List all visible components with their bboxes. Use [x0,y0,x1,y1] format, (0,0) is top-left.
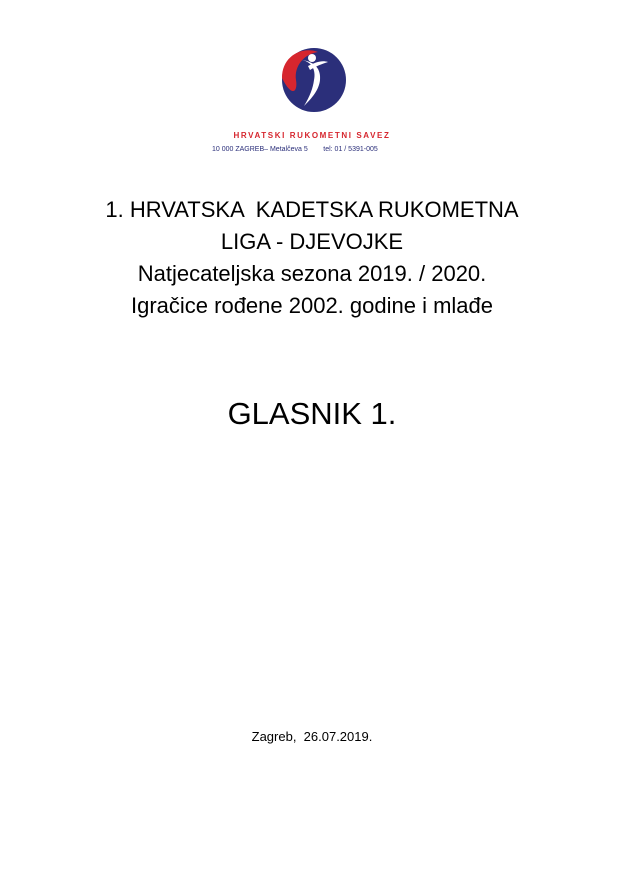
document-title [0,194,624,322]
title-line-eligibility: Igračice rođene 2002. godine i mlađe [130,293,494,318]
place-and-date: Zagreb, 26.07.2019. [251,729,373,744]
bulletin-title: GLASNIK 1. [227,396,397,431]
org-address: 10 000 ZAGREB– Metalčeva 5 tel: 01 / 5391-005 [212,146,378,153]
title-line-league: 1. HRVATSKA KADETSKA RUKOMETNA [105,197,519,222]
org-name: HRVATSKI RUKOMETNI SAVEZ [233,131,391,140]
title-line-category: LIGA - DJEVOJKE [220,229,404,254]
title-line-season: Natjecateljska sezona 2019. / 2020. [137,261,487,286]
logo-ball [308,54,316,62]
federation-logo [272,40,348,116]
